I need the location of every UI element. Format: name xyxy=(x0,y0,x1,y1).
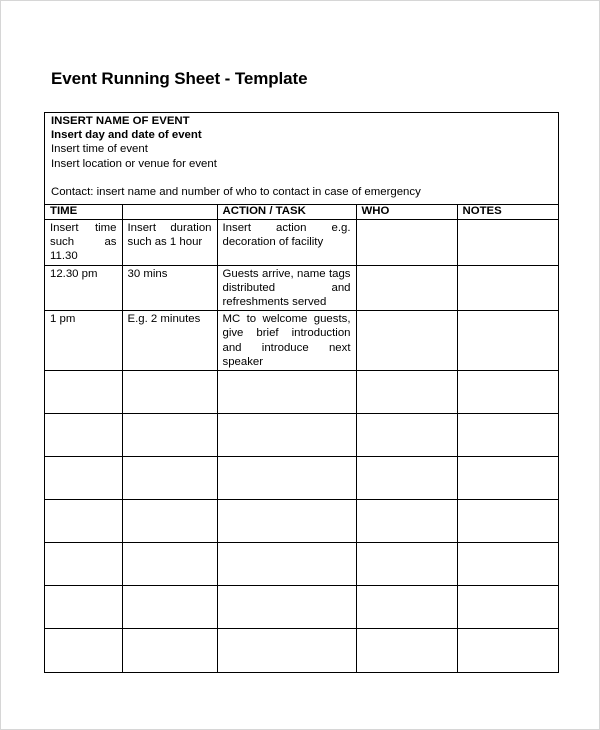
time-cell: Insert time such as 11.30 xyxy=(45,220,122,266)
notes-cell xyxy=(457,457,558,500)
header-who: WHO xyxy=(356,205,457,220)
notes-cell xyxy=(457,220,558,266)
running-sheet xyxy=(44,112,559,673)
who-cell xyxy=(356,457,457,500)
action-cell xyxy=(217,457,356,500)
notes-cell xyxy=(457,500,558,543)
table-row xyxy=(45,629,558,672)
event-date-line: Insert day and date of event xyxy=(51,129,202,142)
table-header-row xyxy=(45,205,558,220)
time-cell xyxy=(45,629,122,672)
notes-cell xyxy=(457,311,558,371)
time-cell: 1 pm xyxy=(45,311,122,371)
time-cell xyxy=(45,371,122,414)
action-cell xyxy=(217,371,356,414)
table-row xyxy=(45,543,558,586)
notes-cell xyxy=(457,543,558,586)
time-cell xyxy=(45,457,122,500)
who-cell xyxy=(356,500,457,543)
action-cell xyxy=(217,586,356,629)
time-cell: 12.30 pm xyxy=(45,265,122,311)
action-cell xyxy=(217,414,356,457)
page-title: Event Running Sheet - Template xyxy=(51,69,308,88)
table-row xyxy=(45,414,558,457)
who-cell xyxy=(356,265,457,311)
header-duration xyxy=(122,205,217,220)
notes-cell xyxy=(457,371,558,414)
duration-cell: 30 mins xyxy=(122,265,217,311)
table-row xyxy=(45,586,558,629)
table-row xyxy=(45,371,558,414)
duration-cell xyxy=(122,543,217,586)
table-row xyxy=(45,500,558,543)
who-cell xyxy=(356,220,457,266)
who-cell xyxy=(356,586,457,629)
duration-cell xyxy=(122,414,217,457)
duration-cell: Insert duration such as 1 hour xyxy=(122,220,217,266)
action-cell xyxy=(217,543,356,586)
event-info-block xyxy=(45,113,558,205)
spacer xyxy=(51,171,552,185)
table-row xyxy=(45,457,558,500)
duration-cell xyxy=(122,629,217,672)
who-cell xyxy=(356,371,457,414)
notes-cell xyxy=(457,265,558,311)
time-cell xyxy=(45,500,122,543)
event-location-line: Insert location or venue for event xyxy=(51,157,217,170)
notes-cell xyxy=(457,629,558,672)
schedule-table xyxy=(45,205,558,672)
header-time: TIME xyxy=(45,205,122,220)
time-cell xyxy=(45,543,122,586)
action-cell: Guests arrive, name tags distributed and refreshments served xyxy=(217,265,356,311)
who-cell xyxy=(356,543,457,586)
who-cell xyxy=(356,629,457,672)
duration-cell xyxy=(122,457,217,500)
action-cell: Insert action e.g. decoration of facility xyxy=(217,220,356,266)
duration-cell: E.g. 2 minutes xyxy=(122,311,217,371)
notes-cell xyxy=(457,414,558,457)
table-row xyxy=(45,265,558,311)
time-cell xyxy=(45,586,122,629)
event-name-line: INSERT NAME OF EVENT xyxy=(51,115,190,127)
event-time-line: Insert time of event xyxy=(51,143,148,156)
duration-cell xyxy=(122,500,217,543)
table-row xyxy=(45,311,558,371)
time-cell xyxy=(45,414,122,457)
action-cell xyxy=(217,500,356,543)
header-action-task: ACTION / TASK xyxy=(217,205,356,220)
notes-cell xyxy=(457,586,558,629)
who-cell xyxy=(356,311,457,371)
action-cell xyxy=(217,629,356,672)
table-row xyxy=(45,220,558,266)
emergency-contact-line: Contact: insert name and number of who to contact in case of emergency xyxy=(51,185,421,198)
who-cell xyxy=(356,414,457,457)
action-cell: MC to welcome guests, give brief introduction and introduce next speaker xyxy=(217,311,356,371)
header-notes: NOTES xyxy=(457,205,558,220)
duration-cell xyxy=(122,586,217,629)
duration-cell xyxy=(122,371,217,414)
